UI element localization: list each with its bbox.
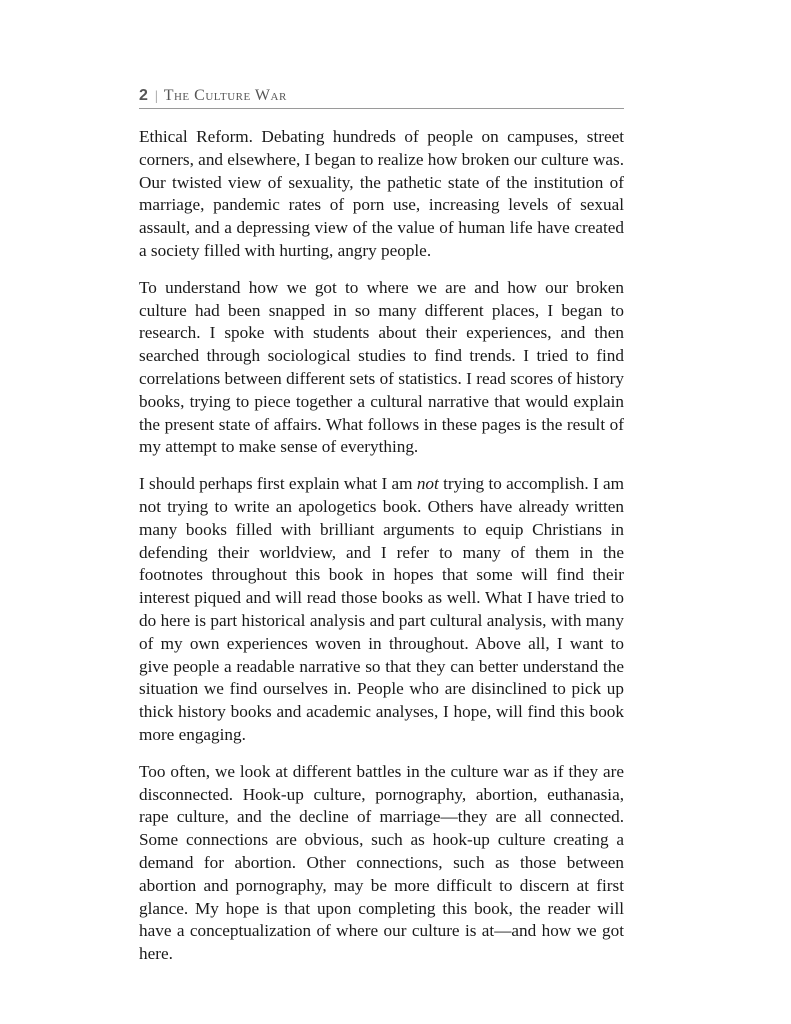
page-number: 2 (139, 87, 148, 104)
chapter-title: The Culture War (163, 87, 287, 104)
paragraph-3-lead: I should perhaps first explain what I am (139, 474, 417, 494)
emphasis-not: not (416, 474, 439, 494)
paragraph-2: To understand how we got to where we are and how our broken culture had been snapped in so many different places, I began to research. I spoke with students about their experiences, and then searched through sociological studies to find trends. I tried to find correlations between different sets of statistics. I read scores of history books, trying to piece together a cultural narrative that would explain the present state of affairs. What follows in these pages is the result of my attempt to make sense of everything. (139, 277, 624, 457)
paragraph-4: Too often, we look at different battles in the culture war as if they are disconnected. Hook-up culture, pornography, abortion, euthanasia, rape culture, and the decline of marriage—they are all connected. Some connections are obvious, such as hook-up culture creating a demand for abortion. Other connections, such as those between abortion and pornography, may be more difficult to discern at first glance. My hope is that upon completing this book, the reader will have a conceptualization of where our culture is at—and how we got here. (139, 761, 624, 964)
paragraph-3-rest: trying to accomplish. I am not trying to write an apologetics book. Others have already written many books filled with brilliant arguments to equip Christians in defending their worldview, and I refer to many of them in the footnotes throughout this book in hopes that some will find their interest piqued and will read those books as well. What I have tried to do here is part historical analysis and part cultural analysis, with many of my own experiences woven in throughout. Above all, I want to give people a readable narrative so that they can better understand the situation we find ourselves in. People who are disinclined to pick up thick history books and academic analyses, I hope, will find this book more engaging. (139, 474, 625, 744)
running-header (139, 86, 624, 109)
header-separator: | (154, 89, 158, 104)
paragraph-1: Ethical Reform. Debating hundreds of people on campuses, street corners, and elsewhere, I began to realize how broken our culture was. Our twisted view of sexuality, the pathetic state of the institution of marriage, pandemic rates of porn use, increasing levels of sexual assault, and a depressing view of the value of human life have created a society filled with hurting, angry people. (139, 127, 624, 260)
paragraph-3 (139, 473, 624, 747)
body-text (139, 126, 624, 980)
